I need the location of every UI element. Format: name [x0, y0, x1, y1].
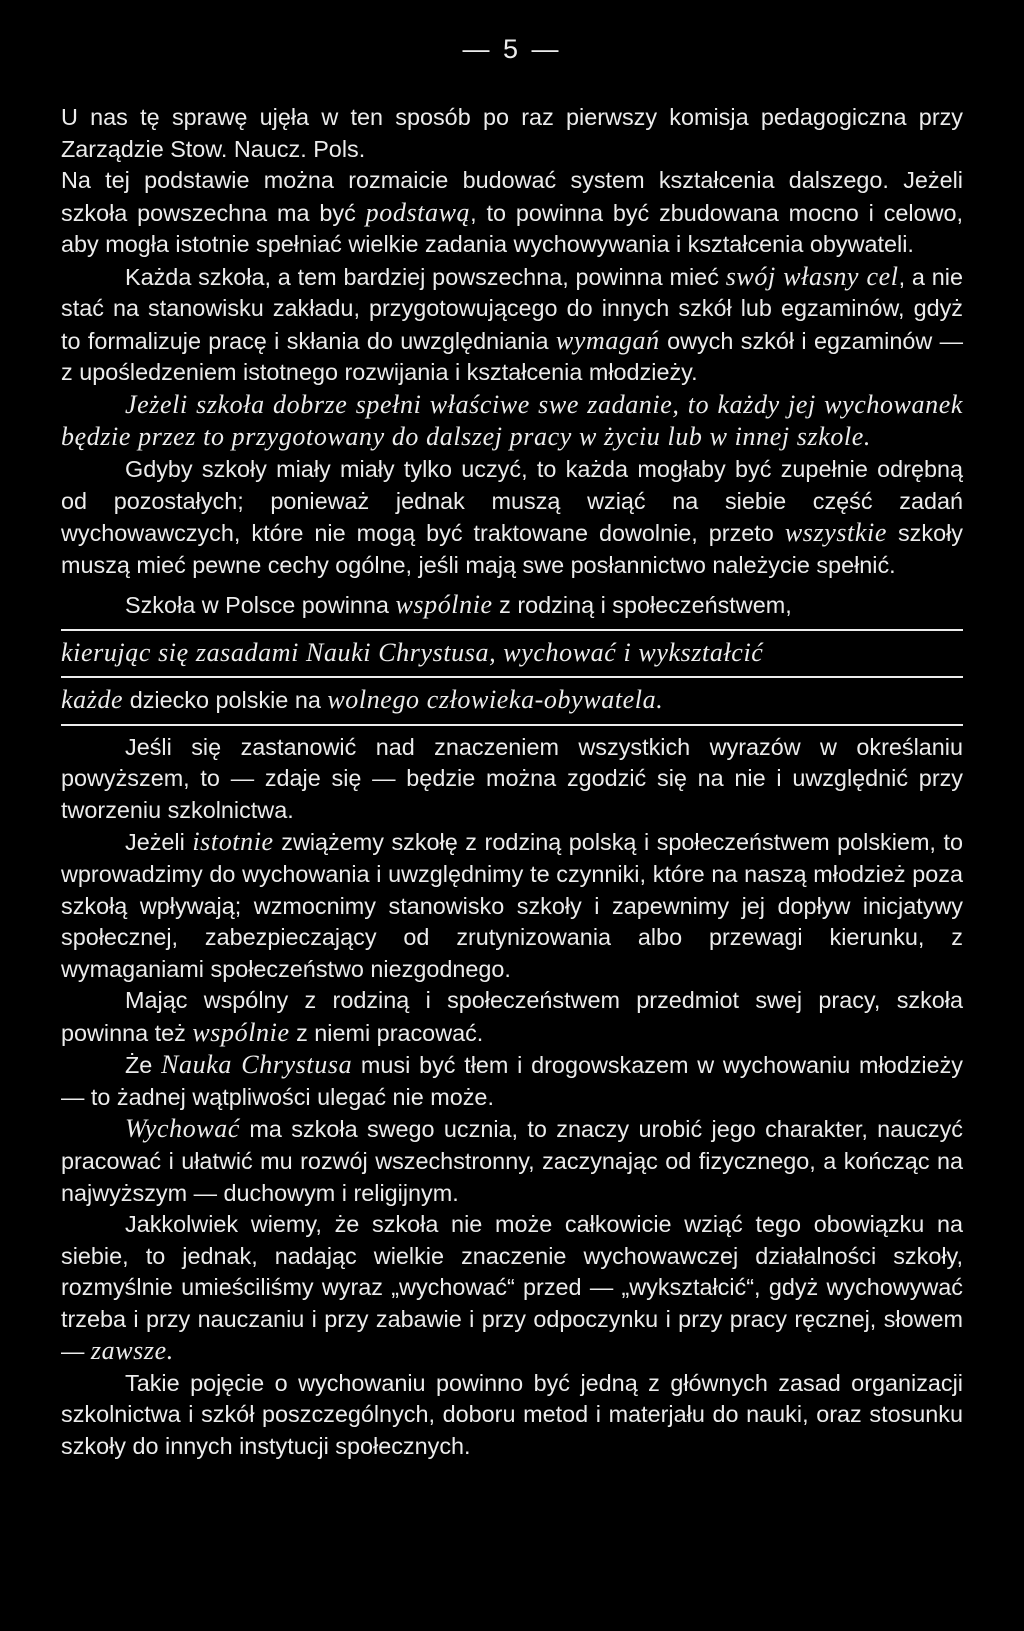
paragraph: [61, 1368, 963, 1463]
text-run: Jeżeli: [125, 829, 193, 856]
italic-text: Nauka Chrystusa: [161, 1050, 353, 1080]
italic-text: swój własny cel: [725, 261, 899, 291]
text-run: musi być tłem i drogowskazem w wychowaniu młodzieży — to żadnej wątpliwości ulegać nie może.: [61, 1052, 964, 1110]
text-run: dziecko polskie na: [123, 687, 328, 714]
underline-rule: [61, 676, 963, 678]
paragraph: [61, 454, 963, 581]
text-run: Jakkolwiek wiemy, że szkoła nie może całkowicie wziąć tego obowiązku na siebie, to jednak, nadając wielkie znaczenie wychowawczej działalności szkoły, rozmyślnie umieściliśmy wyraz „wychować“ przed — „wykształcić“, gdyż wychowywać trzeba i przy nauczaniu i przy zabawie i przy odpoczynku i przy pracy ręcznej, słowem —: [61, 1211, 963, 1365]
text-run: , a nie stać na stanowisku zakładu, przygotowującego do innych szkół lub egzaminów, gdyż to formalizuje pracę i skłania do uwzględniania: [61, 263, 963, 354]
italic-text: Jeżeli szkoła dobrze spełni właściwe swe zadanie, to każdy jej wychowanek będzie przez to przygotowany do dalszej pracy w życiu lub w innej szkole.: [61, 389, 963, 452]
italic-text: kierując się zasadami Nauki Chrystusa, wychować i wykształcić: [61, 637, 764, 667]
italic-text: istotnie: [192, 827, 274, 857]
text-run: U nas tę sprawę ujęła w ten sposób po raz pierwszy komisja pedagogiczna przy Zarządzie Stow. Naucz. Pols.: [61, 104, 963, 162]
text-run: Każda szkoła, a tem bardziej powszechna, powinna mieć: [125, 263, 726, 290]
text-run: Szkoła w Polsce powinna: [125, 592, 396, 619]
highlighted-definition: [61, 587, 963, 726]
text-run: Jeśli się zastanowić nad znaczeniem wszystkich wyrazów w określaniu powyższem, to — zdaje się — będzie można zgodzić się na nie i uwzględnić przy tworzeniu szkolnictwa.: [61, 733, 963, 823]
italic-text: każde: [61, 685, 124, 715]
text-run: ma szkoła swego ucznia, to znaczy urobić jego charakter, nauczyć pracować i ułatwić mu rozwój wszechstronny, zaczynając od fizycznego, a kończąc na najwyższym — duchowym i religijnym.: [61, 1116, 963, 1206]
italic-text: Wychować: [125, 1114, 241, 1144]
underline-rule: [61, 629, 963, 631]
definition-line: [61, 587, 963, 626]
paragraph-italic: [61, 389, 963, 454]
text-run: Na tej podstawie można rozmaicie budować system kształcenia dalszego. Jeżeli szkoła powszechna ma być: [61, 167, 963, 226]
italic-text: wspólnie: [192, 1017, 290, 1047]
text-run: Mając wspólny z rodziną i społeczeństwem przedmiot swej pracy, szkoła powinna też: [61, 987, 963, 1046]
paragraph: [61, 732, 963, 827]
italic-text: wymagań: [555, 325, 660, 355]
paragraph: [61, 826, 963, 985]
paragraph: [61, 102, 963, 165]
text-run: z niemi pracować.: [289, 1019, 484, 1046]
text-run: , to powinna być zbudowana mocno i celowo, aby mogła istotnie spełniać wielkie zadania wychowywania i kształcenia obywateli.: [61, 199, 963, 258]
paragraph: [61, 1049, 963, 1113]
paragraph: [61, 165, 963, 261]
paragraph: [61, 985, 963, 1049]
definition-line: [61, 635, 963, 674]
text-run: szkoły muszą mieć pewne cechy ogólne, jeśli mają swe posłannictwo należycie spełnić.: [61, 520, 963, 578]
italic-text: zawsze.: [90, 1336, 174, 1366]
paragraph: [61, 261, 963, 389]
text-run: Takie pojęcie o wychowaniu powinno być jedną z głównych zasad organizacji szkolnictwa i szkół poszczególnych, doboru metod i materjału do nauki, oraz stosunku szkoły do innych instytucji społecznych.: [61, 1369, 963, 1459]
italic-text: wolnego człowieka-obywatela.: [327, 685, 664, 715]
italic-text: wszystkie: [784, 518, 887, 548]
paragraph: [61, 1209, 963, 1368]
paragraph: [61, 1113, 963, 1209]
underline-rule: [61, 724, 963, 726]
text-run: zwiążemy szkołę z rodziną polską i społeczeństwem polskiem, to wprowadzimy do wychowania i uwzględnimy te czynniki, które na naszą młodzież poza szkołą wpływają; wzmocnimy stanowisko szkoły i zapewnimy jej dopływ inicjatywy społecznej, zabezpieczający od zrutynizowania albo przewagi kierunku, z wymaganiami społeczeństwo niezgodnego.: [61, 829, 963, 982]
italic-text: podstawą: [365, 197, 471, 227]
page-body: [61, 102, 963, 1462]
definition-line: [61, 682, 963, 721]
italic-text: wspólnie: [395, 590, 493, 620]
text-run: Gdyby szkoły miały miały tylko uczyć, to każda mogłaby być zupełnie odrębną od pozostałych; ponieważ jednak muszą wziąć na siebie część zadań wychowawczych, które nie mogą być traktowane dowolnie, przeto: [61, 456, 963, 547]
page-number: — 5 —: [462, 34, 562, 64]
text-run: z rodziną i społeczeństwem,: [492, 592, 792, 619]
text-run: owych szkół i egzaminów — z upośledzeniem istotnego rozwijania i kształcenia młodzieży.: [61, 327, 963, 386]
text-run: Że: [125, 1052, 162, 1079]
